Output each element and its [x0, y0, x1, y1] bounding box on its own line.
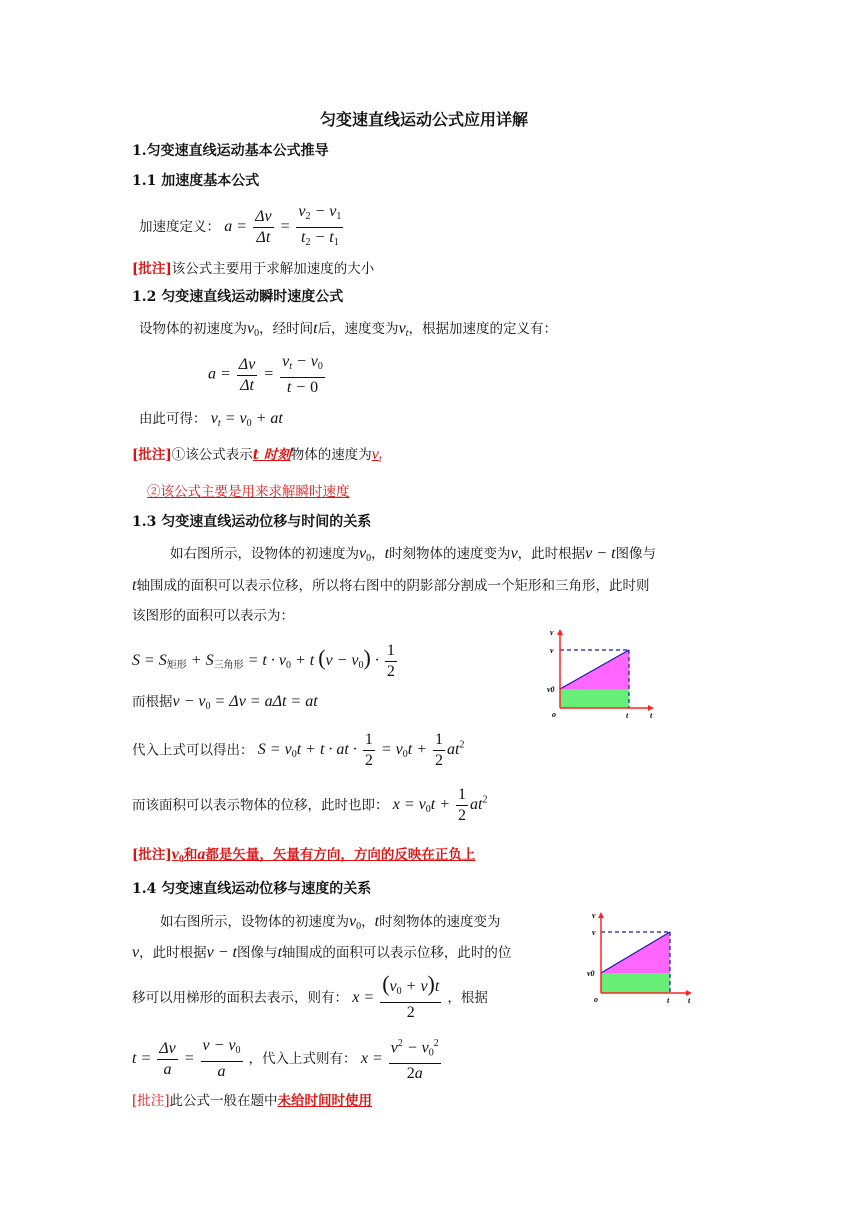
substitute-line: 代入上式可以得出： $S = v_0t + t$ · at · $\frac{1}{2}$ = $v_0t$ + $\frac{1}{2}$ $at^2$ [132, 731, 465, 770]
section-heading-1-4: 1.4 匀变速直线运动位移与速度的关系 [132, 881, 372, 897]
section-heading-1: 1.匀变速直线运动基本公式推导 [132, 143, 329, 159]
p14-l3b: ，根据 [447, 990, 488, 1007]
p14-b: ， [361, 914, 375, 930]
paragraph-1-4-line4: t = $\frac{\Delta v}{a}$ = $\frac{v - v_0}{a}$ ，代入上式则有： x = $\frac{v^2 - v_0^2}{2a}$ [132, 1034, 443, 1080]
p14-l3a: 移可以用梯形的面积去表示，则有： [132, 990, 348, 1007]
section-heading-1-3: 1.3 匀变速直线运动位移与时间的关系 [132, 514, 372, 530]
accel-formula-2: a = $\frac{\Delta v}{\Delta t}$ = $\frac{v_t - v_0}{t - 0}$ [208, 353, 323, 396]
note-1-3: [批注]$v_0$和a都是矢量，矢量有方向，方向的反映在正负上 [132, 846, 476, 865]
and-by-label: 而根据 [132, 694, 173, 710]
area-means-label: 而该面积可以表示物体的位移，此时也即： [132, 797, 389, 814]
paragraph-1-3-line3: 该图形的面积可以表示为： [132, 608, 294, 624]
note-1-4-b: 未给时间时使用 [277, 1093, 373, 1109]
vt-graph-1 [540, 625, 670, 725]
section-heading-1-1: 1.1 加速度基本公式 [132, 173, 260, 189]
delta-v-line: 而根据$v - v_0 = \Delta v = a\Delta t$ = at [132, 693, 318, 712]
displacement-line: 而该面积可以表示物体的位移，此时也即： $x = v_0t$ + $\frac{1}{2}$ $at^2$ [132, 786, 488, 825]
p14-l2c: 轴围成的面积可以表示位移，此时的位 [281, 945, 512, 961]
accel-definition-line [139, 202, 345, 246]
accel-formula: a = $\frac{\Delta v}{\Delta t}$ = $\frac{v_2 - v_1}{t_2 - t_1}$ [224, 203, 342, 248]
note-1-2-a: ①该公式表示 [171, 447, 253, 463]
note-1-2-b: t 时刻 [252, 447, 291, 463]
area-formula: $S = S_{矩形} + S_{三角形} = t \cdot v_0 + t$ $(v - v_0)$ · $\frac{1}{2}$ [132, 641, 395, 680]
paragraph-1-4-line1: 如右图所示，设物体的初速度为$v_0$，t时刻物体的速度变为 [160, 913, 501, 932]
paragraph-1-2: 设物体的初速度为$v_0$，经时间t后，速度变为$v_t$，根据加速度的定义有： [139, 320, 557, 339]
velocity-formula: $v_t = v_0$ + at [210, 410, 283, 429]
p13-b: ， [371, 546, 385, 562]
note-tag: [批注] [132, 847, 172, 863]
note-tag: [批注] [132, 447, 172, 463]
from-this-label: 由此可得： [139, 411, 207, 427]
v-tick: v [550, 646, 554, 655]
note-1-2-c: 物体的速度为 [290, 447, 372, 463]
note-1-2-1: [批注]①该公式表示t 时刻物体的速度为$v_t$ [132, 446, 382, 465]
origin-label: o [552, 710, 556, 719]
and-word: 和 [183, 847, 198, 863]
note-1-1 [132, 257, 374, 277]
p13-e: 图像与 [615, 546, 657, 562]
vt-graph-2 [586, 908, 706, 1008]
section-heading-1-2: 1.2 匀变速直线运动瞬时速度公式 [132, 289, 344, 305]
note-1-3-text: 都是矢量，矢量有方向，方向的反映在正负上 [205, 847, 476, 863]
substitute-label: 代入上式可以得出： [132, 742, 254, 759]
paragraph-1-4-line3: 移可以用梯形的面积去表示，则有： x = $\frac{(v_0 + v)t}{2}$ ，根据 [132, 971, 488, 1021]
p14-a: 如右图所示，设物体的初速度为 [160, 914, 349, 930]
paragraph-1-3-line1: 如右图所示，设物体的初速度为$v_0$，t时刻物体的速度变为v，此时根据v − t图像与 [170, 545, 657, 564]
note-tag: [批注] [132, 261, 172, 277]
velocity-result-line [139, 407, 283, 429]
t-axis-label: t [650, 711, 653, 720]
p14-l2b: 图像与 [236, 945, 278, 961]
v-tick-2: v [592, 928, 596, 937]
t-axis-label-2: t [688, 996, 691, 1005]
p12-a: 设物体的初速度为 [139, 321, 247, 337]
p13-c: 时刻物体的速度变为 [389, 546, 511, 562]
p14-c: 时刻物体的速度变为 [379, 914, 501, 930]
p12-b: ，经时间 [259, 321, 314, 337]
v0-tick-2: v0 [587, 969, 595, 978]
paragraph-1-3-line2: t轴围成的面积可以表示位移，所以将右图中的阴影部分割成一个矩形和三角形，此时则 [132, 577, 650, 594]
origin-label-2: o [594, 995, 598, 1004]
sub-rect: 矩形 [166, 660, 187, 671]
note-tag: [批注] [132, 1093, 170, 1109]
p13-d: ，此时根据 [517, 546, 586, 562]
note-1-4 [132, 1089, 372, 1109]
p14-l2a: ，此时根据 [139, 945, 207, 961]
v-axis-label: v [550, 628, 554, 637]
rect-region-2 [601, 973, 670, 993]
p12-c: 后，速度变为 [317, 321, 399, 337]
p13-a: 如右图所示，设物体的初速度为 [170, 546, 359, 562]
note-1-1-text: 该公式主要用于求解加速度的大小 [171, 261, 375, 277]
p14-l4: ，代入上式则有： [248, 1050, 357, 1067]
page-title: 匀变速直线运动公式应用详解 [320, 110, 529, 129]
note-1-2-2: ②该公式主要是用来求解瞬时速度 [147, 484, 350, 500]
p12-d: ，根据加速度的定义有： [408, 321, 557, 337]
p13-l2: 轴围成的面积可以表示位移，所以将右图中的阴影部分割成一个矩形和三角形，此时则 [136, 578, 650, 594]
v0-tick: v0 [547, 685, 555, 694]
accel-def-label: 加速度定义： [139, 219, 220, 236]
sub-tri: 三角形 [213, 660, 244, 671]
note-1-4-a: 此公式一般在题中 [169, 1093, 278, 1109]
t-tick: t [626, 711, 629, 720]
paragraph-1-4-line2: v，此时根据v − t图像与t轴围成的面积可以表示位移，此时的位 [132, 944, 512, 961]
t-tick-2: t [667, 996, 670, 1005]
rect-region [560, 689, 629, 708]
v-axis-label-2: v [592, 911, 596, 920]
